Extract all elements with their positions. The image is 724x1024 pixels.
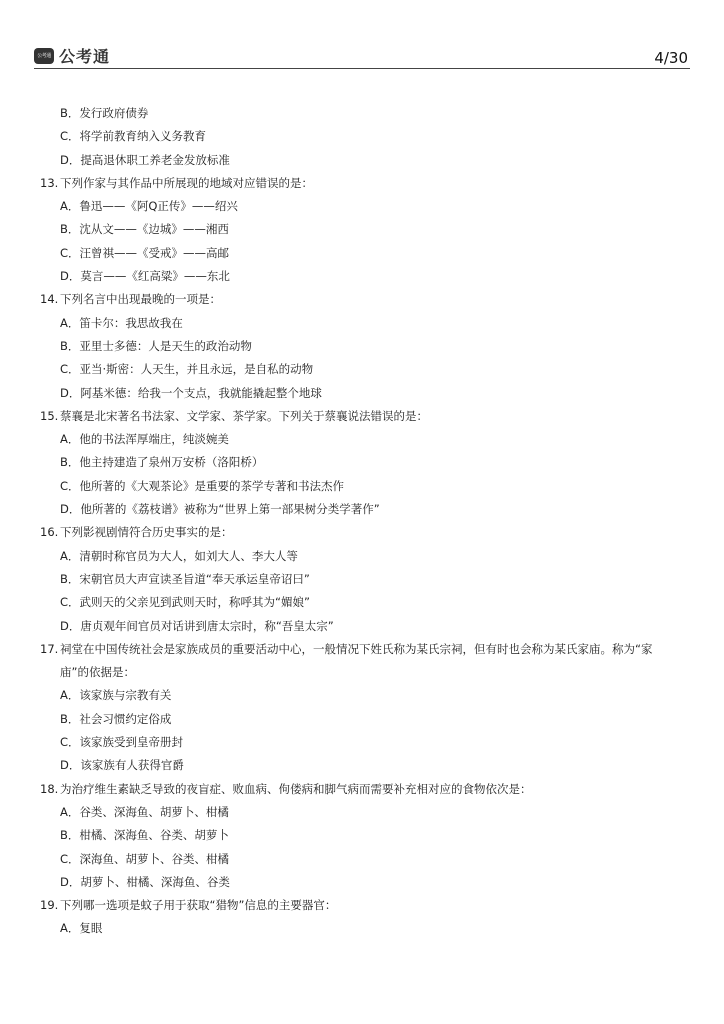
answer-option: D．唐贞观年间官员对话讲到唐太宗时，称“吾皇太宗”: [60, 618, 334, 633]
answer-option: A．清朝时称官员为大人，如刘大人、李大人等: [60, 548, 298, 563]
question-stem: [40, 405, 690, 428]
question-text: 下列名言中出现最晚的一项是：: [60, 292, 221, 307]
answer-option: C．汪曾祺——《受戒》——高邮: [60, 245, 230, 260]
question-stem: [40, 521, 690, 544]
answer-option: C．将学前教育纳入义务教育: [60, 129, 207, 144]
answer-option: B．亚里士多德：人是天生的政治动物: [60, 338, 252, 353]
question-text: 下列影视剧情符合历史事实的是：: [60, 525, 233, 540]
answer-option: A．谷类、深海鱼、胡萝卜、柑橘: [60, 804, 229, 819]
answer-option: A．笛卡尔：我思故我在: [60, 315, 183, 330]
answer-option: C．武则天的父亲见到武则天时，称呼其为“媚娘”: [60, 595, 310, 610]
logo-mark-icon: 公考通: [34, 48, 54, 64]
question-stem: [40, 172, 690, 195]
answer-option: C．亚当·斯密：人天生，并且永远，是自私的动物: [60, 362, 314, 377]
answer-option: D．胡萝卜、柑橘、深海鱼、谷类: [60, 874, 230, 889]
answer-option: D．提高退休职工养老金发放标准: [60, 152, 230, 167]
question-text: 祠堂在中国传统社会是家族成员的重要活动中心，一般情况下姓氏称为某氏宗祠，但有时也会称为某氏家庙。称为“家: [60, 641, 653, 656]
question-text: 蔡襄是北宋著名书法家、文学家、茶学家。下列关于蔡襄说法错误的是：: [60, 408, 428, 423]
answer-option: A．该家族与宗教有关: [60, 688, 172, 703]
page-number: 4/30: [654, 49, 688, 67]
brand-logo: [34, 44, 110, 67]
answer-option: B．他主持建造了泉州万安桥（洛阳桥）: [60, 455, 264, 470]
answer-option: D．他所著的《荔枝谱》被称为“世界上第一部果树分类学著作”: [60, 502, 380, 517]
answer-option: A．他的书法浑厚端庄，纯淡婉美: [60, 432, 229, 447]
answer-option: B．沈从文——《边城》——湘西: [60, 222, 229, 237]
question-stem: [40, 288, 690, 311]
answer-option: B．宋朝官员大声宣读圣旨道“奉天承运皇帝诏曰”: [60, 571, 310, 586]
question-text: 为治疗维生素缺乏导致的夜盲症、败血病、佝偻病和脚气病而需要补充相对应的食物依次是：: [60, 781, 532, 796]
answer-option: D．阿基米德：给我一个支点，我就能撬起整个地球: [60, 385, 322, 400]
question-text-continued: 庙”的依据是：: [60, 665, 135, 680]
question-number: 14.: [40, 292, 59, 307]
answer-option: C．深海鱼、胡萝卜、谷类、柑橘: [60, 851, 230, 866]
question-number: 18.: [40, 781, 59, 796]
answer-option: C．该家族受到皇帝册封: [60, 735, 184, 750]
brand-name: 公考通: [59, 47, 111, 66]
answer-option: D．该家族有人获得官爵: [60, 758, 184, 773]
answer-option: D．莫言——《红高粱》——东北: [60, 269, 230, 284]
question-stem: [40, 894, 690, 917]
answer-option: C．他所著的《大观茶论》是重要的茶学专著和书法杰作: [60, 478, 345, 493]
question-number: 15.: [40, 408, 59, 423]
answer-option: B．社会习惯约定俗成: [60, 711, 172, 726]
question-stem: [40, 778, 690, 801]
question-text: 下列作家与其作品中所展现的地域对应错误的是：: [60, 175, 313, 190]
question-number: 17.: [40, 641, 59, 656]
answer-option: A．复眼: [60, 921, 103, 936]
answer-option: A．鲁迅——《阿Q正传》——绍兴: [60, 199, 238, 214]
question-content: [40, 102, 690, 941]
page-header: [34, 40, 690, 69]
answer-option: B．柑橘、深海鱼、谷类、胡萝卜: [60, 828, 229, 843]
answer-option: B．发行政府债券: [60, 106, 149, 120]
question-text: 下列哪一选项是蚊子用于获取“猎物”信息的主要器官：: [60, 898, 337, 913]
question-number: 13.: [40, 175, 59, 190]
question-stem: [40, 638, 690, 661]
question-number: 19.: [40, 898, 59, 913]
question-number: 16.: [40, 525, 59, 540]
